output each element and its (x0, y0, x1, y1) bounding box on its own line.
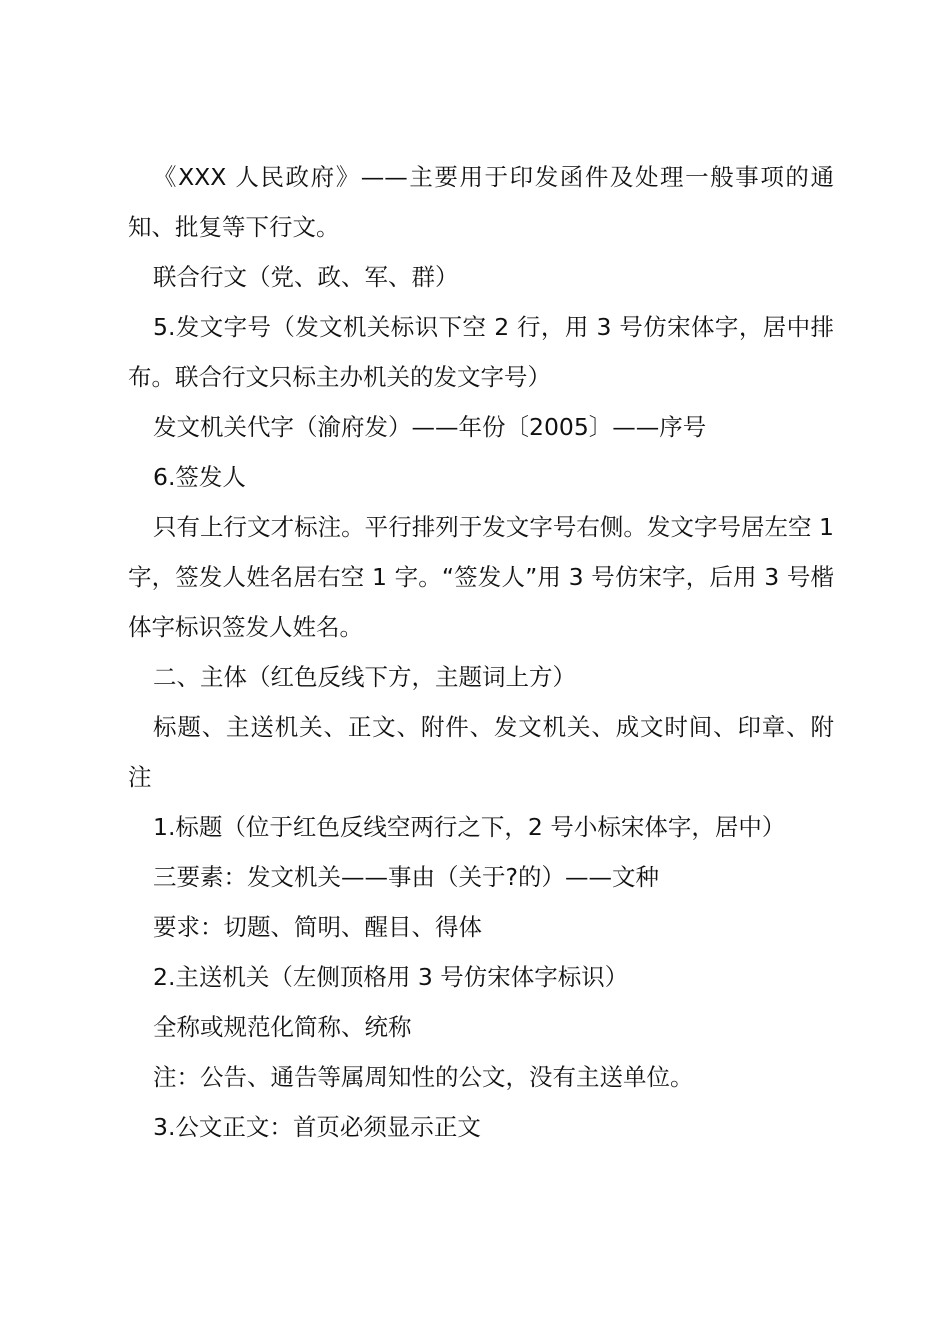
paragraph-number-format: 发文机关代字（渝府发）——年份〔2005〕——序号 (153, 413, 707, 441)
paragraph-note: 注：公告、通告等属周知性的公文，没有主送单位。 (153, 1063, 694, 1091)
paragraph-document-number: 5.发文字号（发文机关标识下空 2 行，用 3 号仿宋体字，居中排布。联合行文只标主办机关的发文字号） (128, 313, 834, 391)
heading-main-body: 二、主体（红色反线下方，主题词上方） (153, 663, 576, 691)
paragraph-people-government: 《XXX 人民政府》——主要用于印发函件及处理一般事项的通知、批复等下行文。 (128, 163, 834, 241)
heading-body-text: 3.公文正文：首页必须显示正文 (153, 1113, 481, 1141)
paragraph-body-elements: 标题、主送机关、正文、附件、发文机关、成文时间、印章、附注 (128, 713, 834, 791)
paragraph-joint-issuance: 联合行文（党、政、军、群） (153, 263, 459, 291)
paragraph-requirements: 要求：切题、简明、醒目、得体 (153, 913, 482, 941)
document-body (128, 152, 834, 1152)
paragraph-full-name: 全称或规范化简称、统称 (153, 1013, 412, 1041)
paragraph-signer-rules: 只有上行文才标注。平行排列于发文字号右侧。发文字号居左空 1 字，签发人姓名居右空 1 字。“签发人”用 3 号仿宋字，后用 3 号楷体字标识签发人姓名。 (128, 513, 834, 641)
heading-main-recipient: 2.主送机关（左侧顶格用 3 号仿宋体字标识） (153, 963, 629, 991)
paragraph-three-elements: 三要素：发文机关——事由（关于?的）——文种 (153, 863, 659, 891)
heading-title: 1.标题（位于红色反线空两行之下，2 号小标宋体字，居中） (153, 813, 786, 841)
heading-signer: 6.签发人 (153, 463, 246, 491)
